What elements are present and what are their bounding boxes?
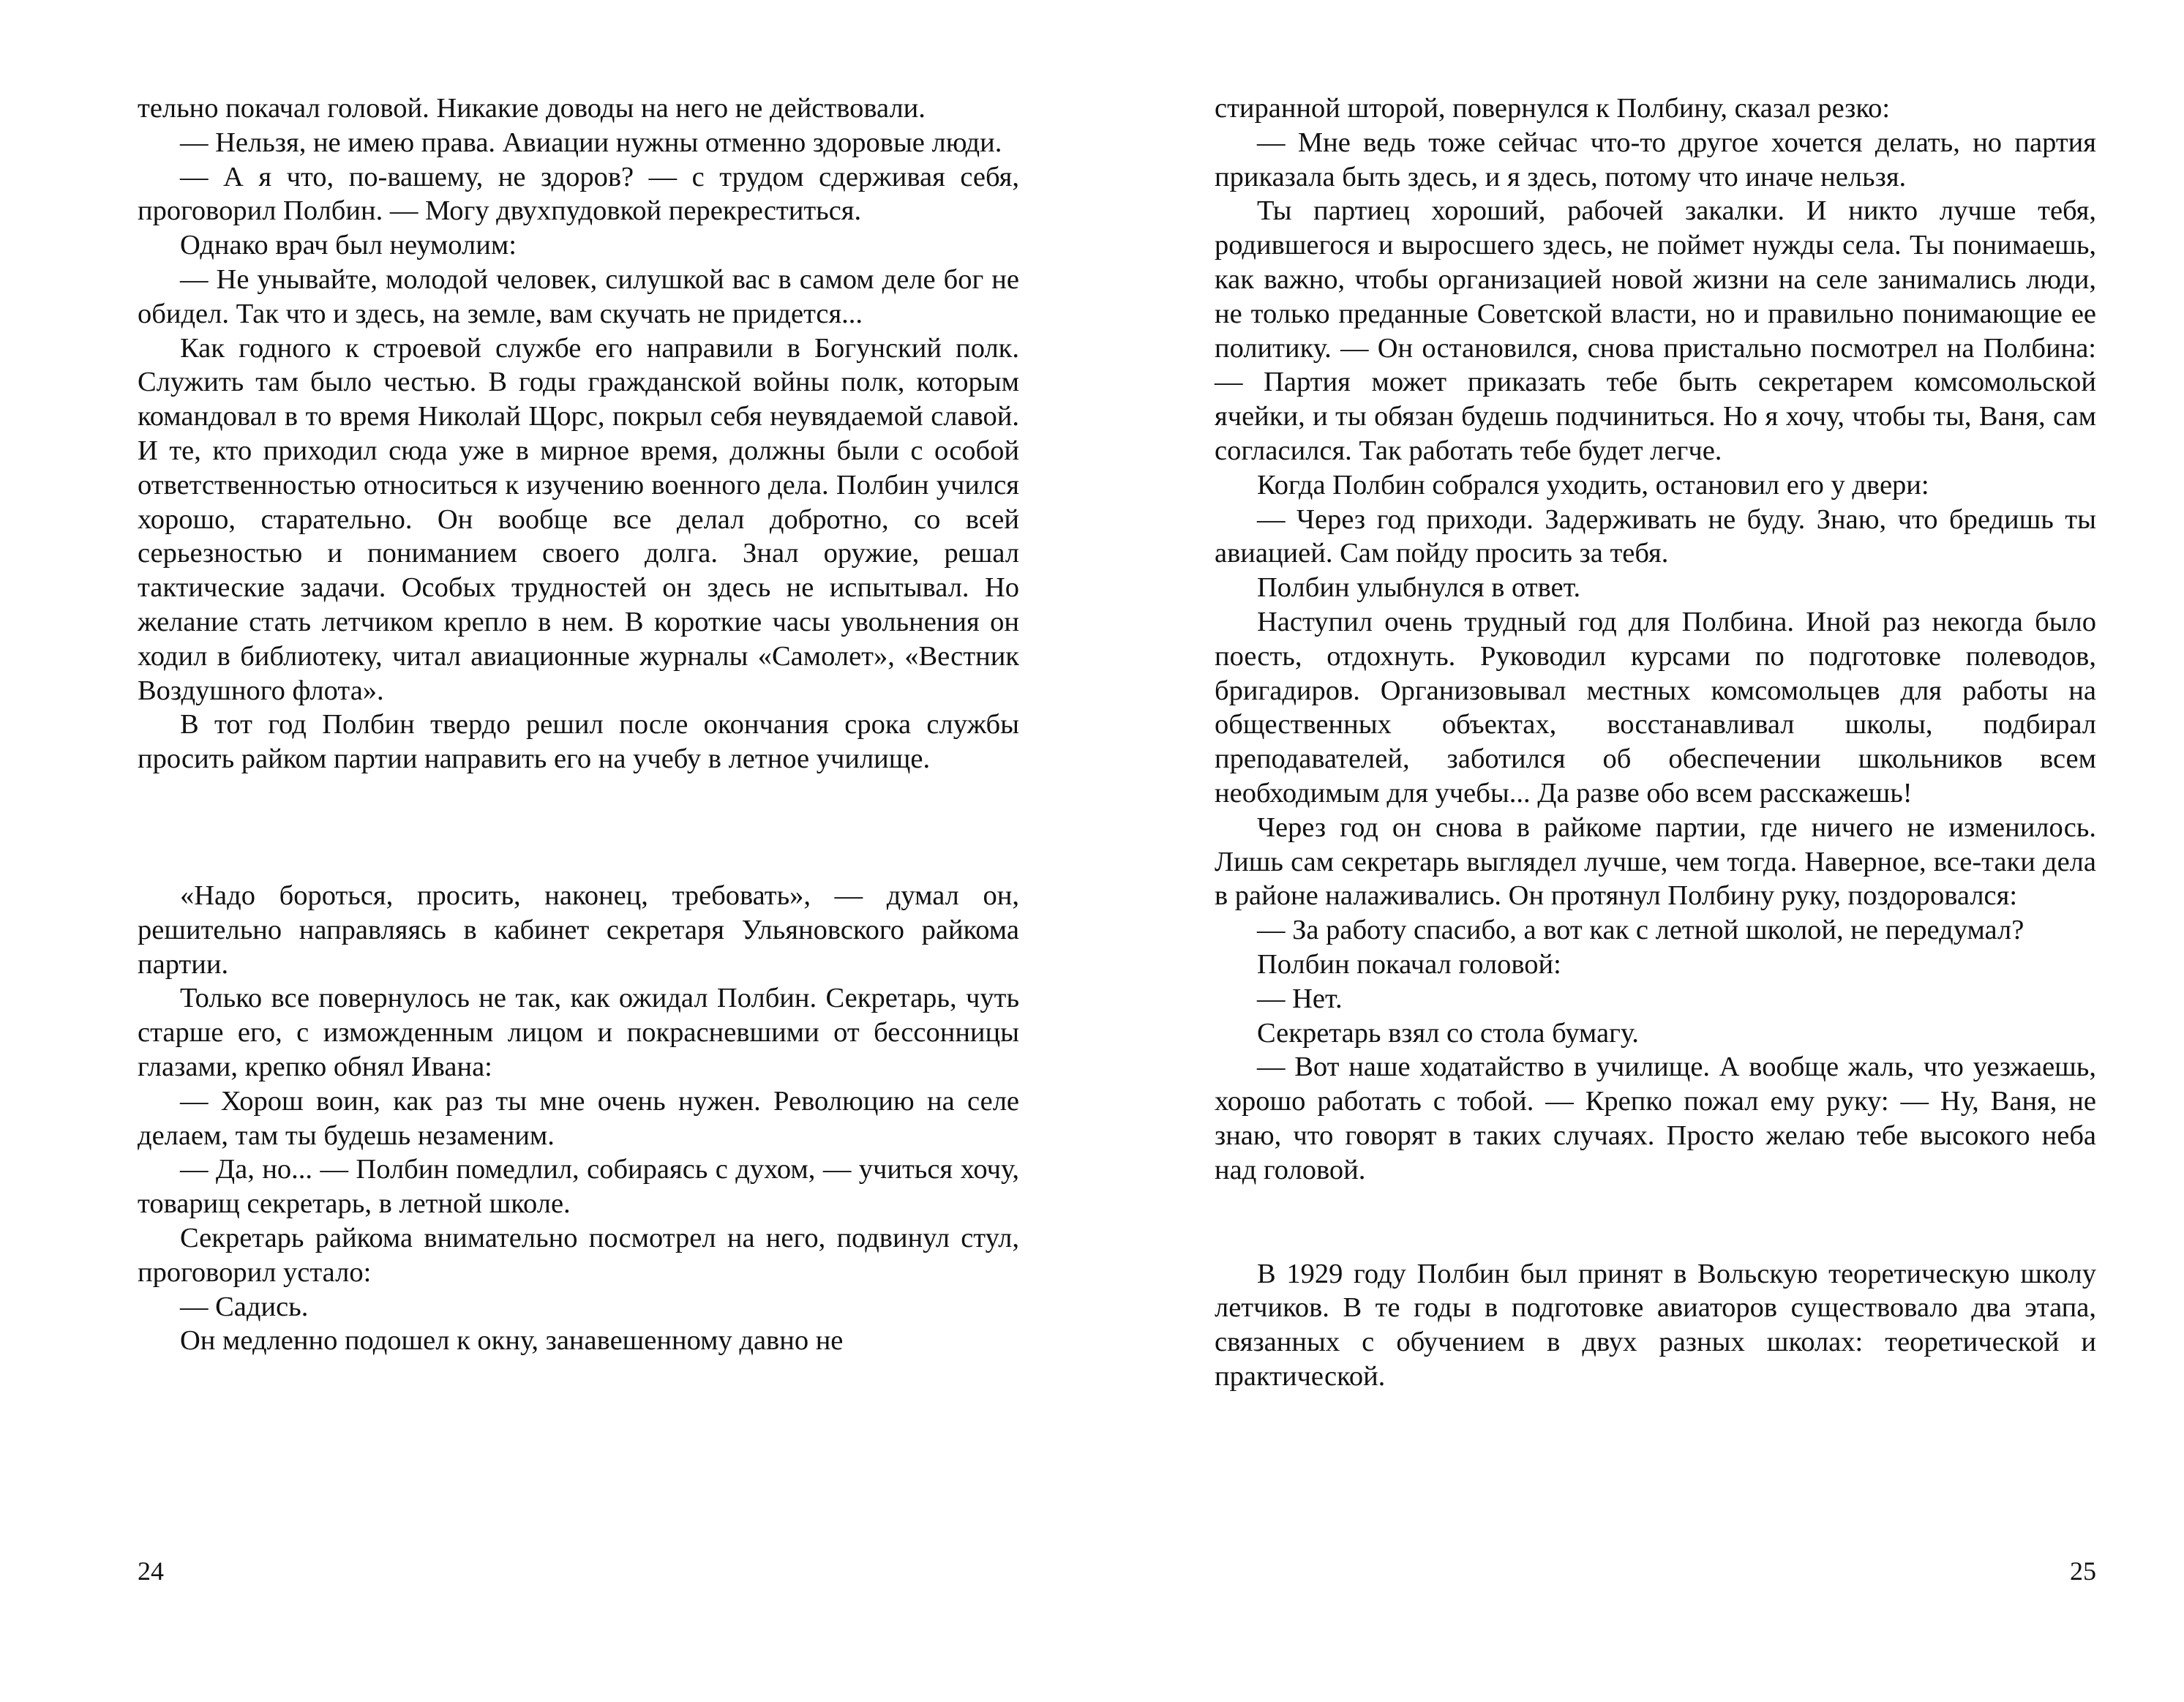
- paragraph: — Садись.: [180, 1291, 309, 1322]
- paragraph: — Хорош воин, как раз ты мне очень нужен. Революцию на селе делаем, там ты будешь незаменим.: [138, 1085, 1019, 1151]
- paragraph: тельно покачал головой. Никакие доводы на него не действовали.: [138, 93, 926, 124]
- paragraph: — За работу спасибо, а вот как с летной школой, не передумал?: [1257, 915, 2024, 946]
- paragraph: Секретарь взял со стола бумагу.: [1257, 1017, 1639, 1049]
- paragraph: — Да, но... — Полбин помедлил, собираясь с духом, — учиться хочу, товарищ секретарь, в летной школе.: [138, 1154, 1019, 1220]
- paragraph: — Через год приходи. Задерживать не буду. Знаю, что бредишь ты авиацией. Сам пойду просить за тебя.: [1215, 503, 2096, 569]
- right-page-body: [1215, 91, 2096, 1188]
- paragraph: В 1929 году Полбин был принят в Вольскую теоретическую школу летчиков. В те годы в подготовке авиаторов существовало два этапа, связанных с обучением в двух разных школах: теоретической и практической.: [1215, 1258, 2096, 1392]
- page-number: 24: [138, 1556, 164, 1586]
- left-page-body-continued: [138, 879, 1019, 1358]
- paragraph: Он медленно подошел к окну, занавешенному давно не: [180, 1325, 844, 1357]
- left-page: [138, 91, 1019, 1643]
- paragraph: Ты партиец хороший, рабочей закалки. И никто лучше тебя, родившегося и выросшего здесь, не поймет нужды села. Ты понимаешь, как важно, чтобы организацией новой жизни на селе занимались люди, не только преданные Советской власти, но и правильно понимающие ее политику. — Он остановился, снова пристально посмотрел на Полбина: — Партия может приказать тебе быть секретарем комсомольской ячейки, и ты обязан будешь подчиниться. Но я хочу, чтобы ты, Ваня, сам согласился. Так работать тебе будет легче.: [1215, 195, 2096, 466]
- paragraph: Однако врач был неумолим:: [180, 230, 517, 261]
- paragraph: — А я что, по-вашему, не здоров? — с трудом сдерживая себя, проговорил Полбин. — Могу двухпудовкой перекреститься.: [138, 161, 1019, 227]
- paragraph: Секретарь райкома внимательно посмотрел на него, подвинул стул, проговорил устало:: [138, 1222, 1019, 1288]
- paragraph: — Не унывайте, молодой человек, силушкой вас в самом деле бог не обидел. Так что и здесь, на земле, вам скучать не придется...: [138, 263, 1019, 329]
- paragraph: В тот год Полбин твердо решил после окончания срока службы просить райком партии направить его на учебу в летное училище.: [138, 709, 1019, 775]
- paragraph: Как годного к строевой службе его направили в Богунский полк. Служить там было честью. В годы гражданской войны полк, которым командовал в то время Николай Щорс, покрыл себя неувядаемой славой. И те, кто приходил сюда уже в мирное время, должны были с особой ответственностью относиться к изучению военного дела. Полбин учился хорошо, старательно. Он вообще все делал добротно, со всей серьезностью и пониманием своего долга. Знал оружие, решал тактические задачи. Особых трудностей он здесь не испытывал. Но желание стать летчиком крепло в нем. В короткие часы увольнения он ходил в библиотеку, читал авиационные журналы «Самолет», «Вестник Воздушного флота».: [138, 332, 1019, 706]
- paragraph: Только все повернулось не так, как ожидал Полбин. Секретарь, чуть старше его, с изможденным лицом и покрасневшими от бессонницы глазами, крепко обнял Ивана:: [138, 983, 1019, 1082]
- paragraph: «Надо бороться, просить, наконец, требовать», — думал он, решительно направляясь в кабинет секретаря Ульяновского райкома партии.: [138, 880, 1019, 980]
- section-break: [1215, 1188, 2096, 1257]
- section-break: [138, 776, 1019, 879]
- paragraph: Наступил очень трудный год для Полбина. Иной раз некогда было поесть, отдохнуть. Руководил курсами по подготовке полеводов, бригадиров. Организовывал местных комсомольцев для работы на общественных объектах, восстанавливал школы, подбирал преподавателей, заботился об обеспечении школьников всем необходимым для учебы... Да разве обо всем расскажешь!: [1215, 606, 2096, 809]
- paragraph: — Нельзя, не имею права. Авиации нужны отменно здоровые люди.: [180, 127, 1002, 158]
- paragraph: Полбин покачал головой:: [1257, 948, 1561, 980]
- paragraph: — Вот наше ходатайство в училище. А вообще жаль, что уезжаешь, хорошо работать с тобой. — Крепко пожал ему руку: — Ну, Ваня, не знаю, что говорят в таких случаях. Просто желаю тебе высокого неба над головой.: [1215, 1051, 2096, 1185]
- right-page-body-continued: [1215, 1257, 2096, 1394]
- paragraph: — Мне ведь тоже сейчас что-то другое хочется делать, но партия приказала быть здесь, и я здесь, потому что иначе нельзя.: [1215, 127, 2096, 192]
- paragraph: Когда Полбин собрался уходить, остановил его у двери:: [1257, 469, 1929, 501]
- paragraph: стиранной шторой, повернулся к Полбину, сказал резко:: [1215, 93, 1891, 124]
- paragraph: Полбин улыбнулся в ответ.: [1257, 572, 1581, 604]
- paragraph: — Нет.: [1257, 983, 1343, 1014]
- page-number: 25: [2070, 1556, 2096, 1586]
- right-page: [1215, 91, 2096, 1643]
- paragraph: Через год он снова в райкоме партии, где ничего не изменилось. Лишь сам секретарь выглядел лучше, чем тогда. Наверное, все-таки дела в районе налаживались. Он протянул Полбину руку, поздоровался:: [1215, 811, 2096, 912]
- left-page-body: [138, 91, 1019, 776]
